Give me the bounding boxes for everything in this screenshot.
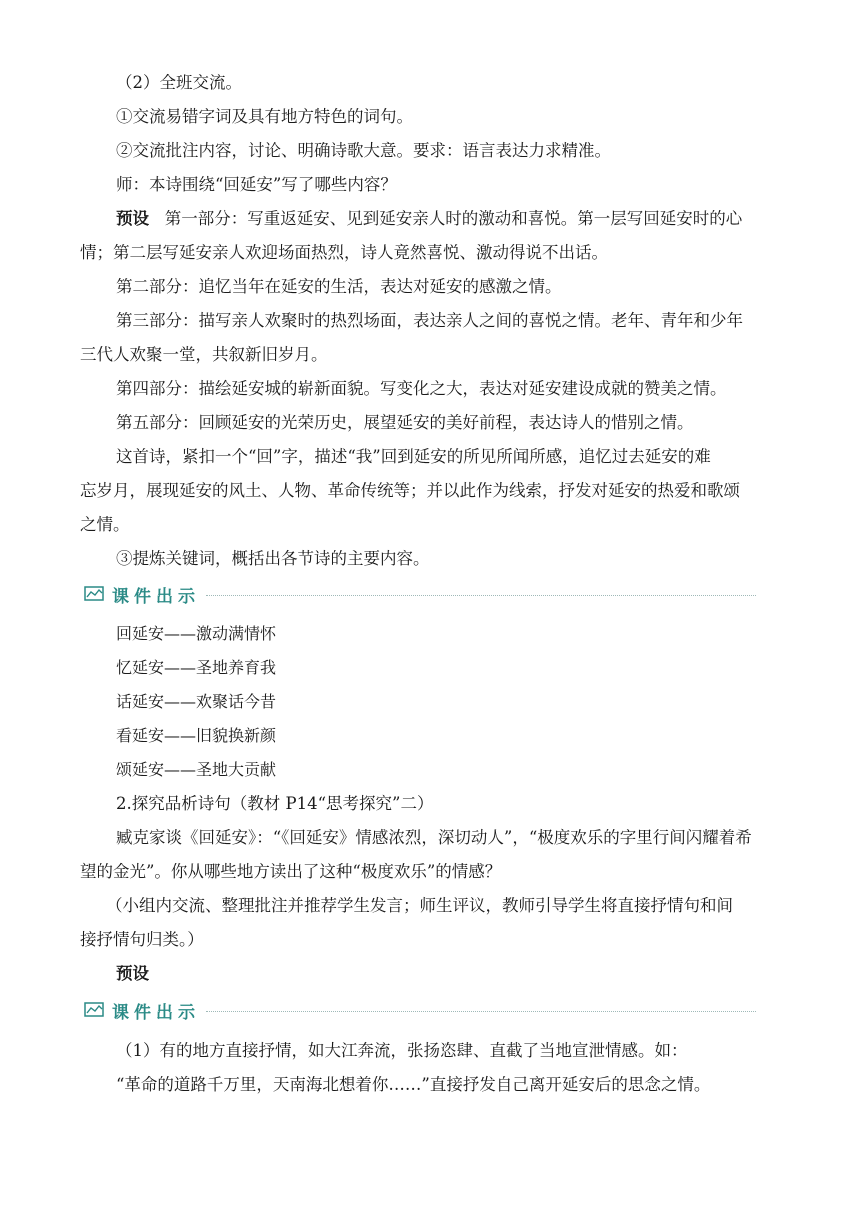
paragraph: 第三部分：描写亲人欢聚时的热烈场面，表达亲人之间的喜悦之情。老年、青年和少年 — [116, 311, 743, 330]
paragraph: ①交流易错字词及具有地方特色的词句。 — [116, 107, 413, 126]
paragraph: （2）全班交流。 — [116, 73, 242, 92]
paragraph: 第四部分：描绘延安城的崭新面貌。写变化之大，表达对延安建设成就的赞美之情。 — [116, 379, 727, 398]
paragraph: 师：本诗围绕“回延安”写了哪些内容？ — [116, 175, 397, 194]
paragraph: 第五部分：回顾延安的光荣历史，展望延安的美好前程，表达诗人的惜别之情。 — [116, 413, 694, 432]
paragraph: 臧克家谈《回延安》：“《回延安》情感浓烈，深切动人”，“极度欢乐的字里行间闪耀着希 — [116, 828, 752, 847]
paragraph: ③提炼关键词，概括出各节诗的主要内容。 — [116, 549, 430, 568]
paragraph-text: 第一部分：写重返延安、见到延安亲人时的激动和喜悦。第一层写回延安时的心 — [164, 209, 743, 228]
slide-line: 回延安——激动满情怀 — [116, 624, 277, 643]
paragraph: ②交流批注内容，讨论、明确诗歌大意。要求：语言表达力求精准。 — [116, 141, 611, 160]
paragraph: 之情。 — [80, 515, 130, 534]
slide-line: 话延安——欢聚话今昔 — [116, 692, 277, 711]
paragraph: 接抒情句归类。） — [80, 930, 204, 949]
slide-line: “革命的道路千万里，天南海北想着你……”直接抒发自己离开延安后的思念之情。 — [116, 1075, 711, 1094]
section-title: 课件出示 — [112, 1002, 200, 1023]
slideshow-icon — [84, 586, 104, 602]
slide-line: 颂延安——圣地大贡献 — [116, 760, 277, 779]
dotted-divider — [206, 595, 756, 596]
paragraph: 忘岁月，展现延安的风土、人物、革命传统等；并以此作为线索，抒发对延安的热爱和歌颂 — [80, 481, 740, 500]
slideshow-icon — [84, 1002, 104, 1018]
slide-line: 看延安——旧貌换新颜 — [116, 726, 277, 745]
paragraph: 望的金光”。你从哪些地方读出了这种“极度欢乐”的情感？ — [80, 862, 502, 881]
paragraph: 2.探究品析诗句（教材 P14“思考探究”二） — [116, 794, 434, 813]
preset-label: 预设 — [116, 964, 149, 983]
courseware-section-header — [84, 581, 756, 607]
slide-line: （1）有的地方直接抒情，如大江奔流，张扬恣肆、直截了当地宣泄情感。如： — [116, 1041, 688, 1060]
paragraph: 三代人欢聚一堂，共叙新旧岁月。 — [80, 345, 328, 364]
preset-paragraph — [80, 208, 816, 230]
section-title: 课件出示 — [112, 586, 200, 607]
paragraph: （小组内交流、整理批注并推荐学生发言；师生评议，教师引导学生将直接抒情句和间 — [106, 896, 733, 915]
paragraph: 情；第二层写延安亲人欢迎场面热烈，诗人竟然喜悦、激动得说不出话。 — [80, 243, 608, 262]
paragraph: 这首诗，紧扣一个“回”字，描述“我”回到延安的所见所闻所感，追忆过去延安的难 — [116, 447, 711, 466]
paragraph: 第二部分：追忆当年在延安的生活，表达对延安的感激之情。 — [116, 277, 562, 296]
preset-label: 预设 — [116, 209, 149, 228]
slide-line: 忆延安——圣地养育我 — [116, 658, 277, 677]
dotted-divider — [206, 1011, 756, 1012]
courseware-section-header — [84, 997, 756, 1023]
